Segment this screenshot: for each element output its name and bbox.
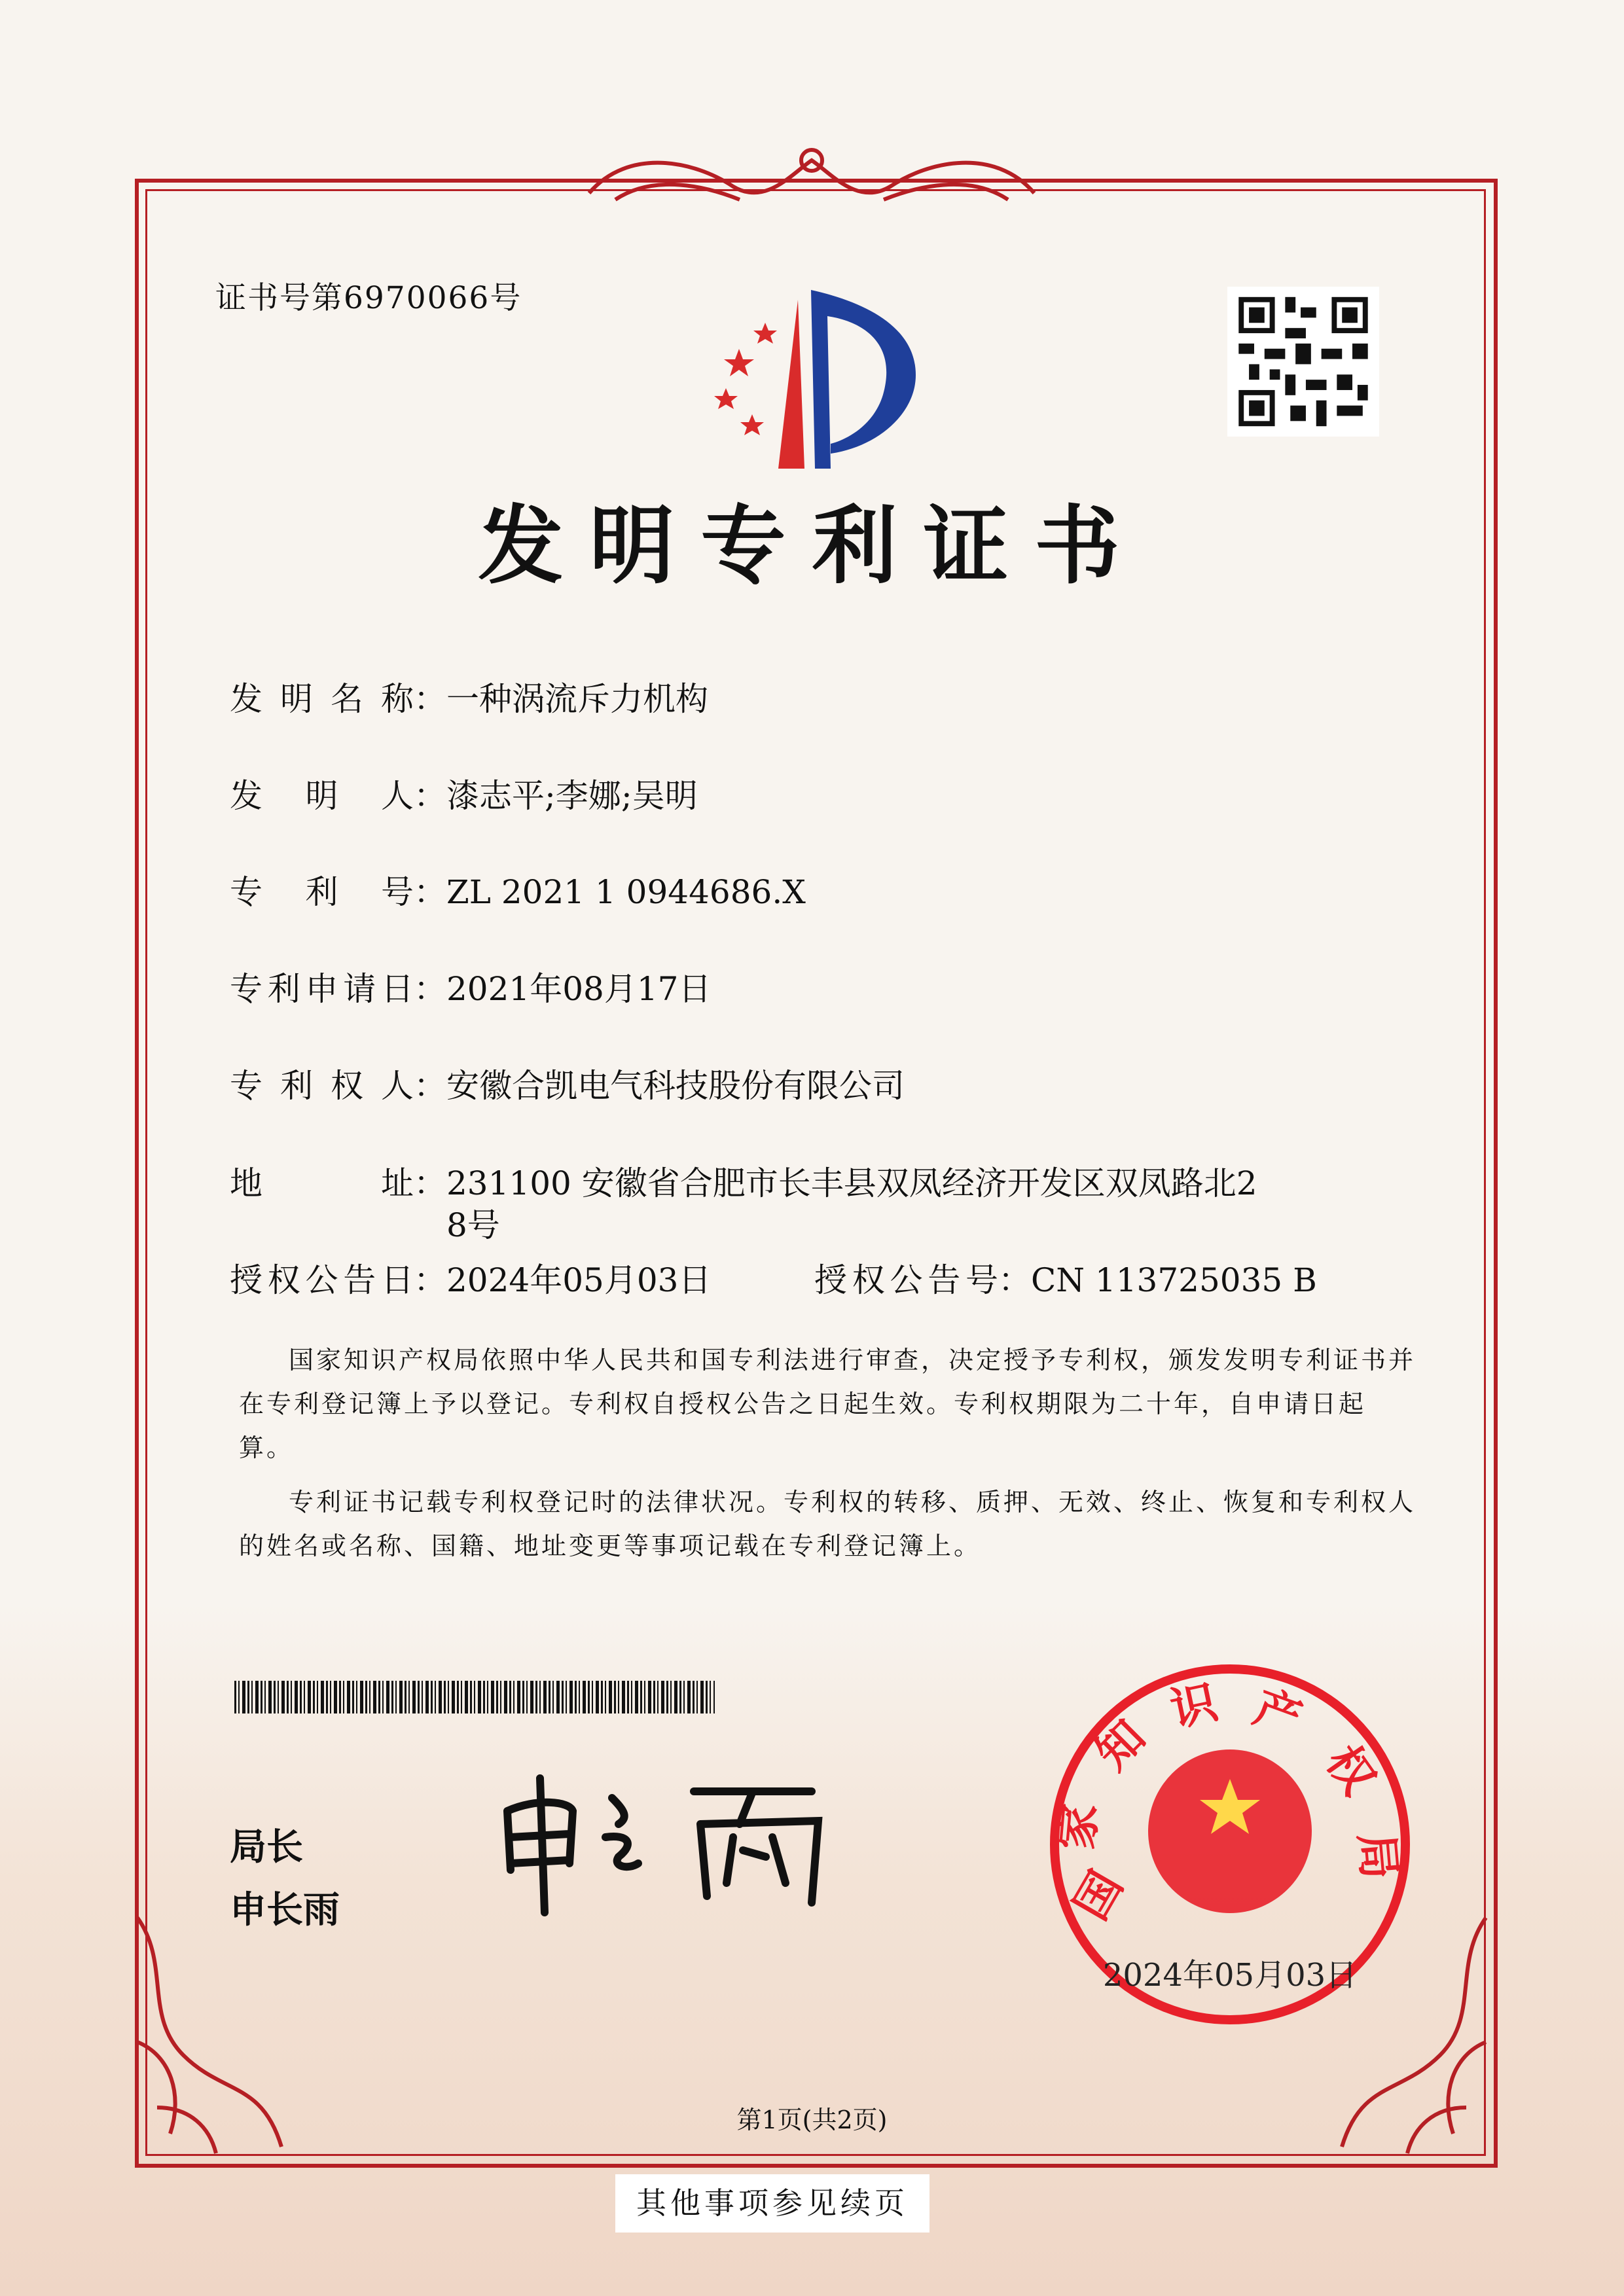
field-label: 专利申请日	[230, 970, 414, 1008]
qr-code	[1227, 287, 1379, 437]
field-colon	[414, 678, 446, 720]
field-value: 一种涡流斥力机构	[446, 680, 708, 718]
field-colon	[414, 1065, 446, 1107]
field-value: 2024年05月03日	[446, 1261, 712, 1299]
page-indicator: 第1页(共2页)	[736, 2106, 888, 2134]
svg-text:识: 识	[1166, 1675, 1222, 1737]
signatory-name: 申长雨	[230, 1889, 340, 1931]
svg-text:产: 产	[1247, 1679, 1309, 1746]
certificate-number: 证书号第6970066号	[215, 280, 522, 316]
field-colon	[414, 871, 446, 913]
field-label: 授权公告日	[230, 1261, 414, 1299]
field-value: ZL 2021 1 0944686.X	[446, 873, 806, 911]
field-label: 专利权人	[230, 1067, 414, 1105]
field-inventors	[230, 775, 698, 817]
field-colon	[414, 775, 446, 817]
field-label: 授权公告号	[814, 1261, 998, 1299]
field-value: 漆志平;李娜;吴明	[446, 777, 698, 815]
field-application-date	[230, 968, 712, 1010]
ornament-top	[576, 134, 1047, 219]
handwritten-signature	[497, 1772, 835, 1918]
svg-text:局: 局	[1349, 1831, 1407, 1882]
field-invention-name	[230, 678, 708, 720]
field-grant-number	[814, 1259, 1317, 1301]
barcode	[234, 1681, 715, 1713]
seal-date: 2024年05月03日	[1102, 1957, 1358, 1994]
field-colon	[414, 1259, 446, 1301]
signatory-title: 局长	[230, 1826, 303, 1869]
field-value: 2021年08月17日	[446, 970, 712, 1008]
field-label: 地址	[230, 1164, 414, 1202]
statement-paragraph: 专利证书记载专利权登记时的法律状况。专利权的转移、质押、无效、终止、恢复和专利权人的姓名或名称、国籍、地址变更等事项记载在专利登记簿上。	[239, 1488, 1416, 1560]
field-colon	[414, 1162, 446, 1246]
field-patentee	[230, 1065, 905, 1107]
field-label: 发明人	[230, 777, 414, 815]
svg-text:权: 权	[1315, 1736, 1386, 1804]
field-value: CN 113725035 B	[1031, 1261, 1317, 1299]
field-colon	[414, 968, 446, 1010]
continuation-note: 其他事项参见续页	[615, 2174, 929, 2233]
field-label: 专利号	[230, 873, 414, 911]
statement-paragraph: 国家知识产权局依照中华人民共和国专利法进行审查，决定授予专利权，颁发发明专利证书并在专利登记簿上予以登记。专利权自授权公告之日起生效。专利权期限为二十年，自申请日起算。	[239, 1346, 1416, 1462]
field-patent-number	[230, 871, 806, 913]
certificate-title: 发明专利证书	[478, 496, 1146, 596]
field-value: 安徽合凯电气科技股份有限公司	[446, 1067, 905, 1105]
field-value: 231100 安徽省合肥市长丰县双凤经济开发区双凤路北2 8号	[446, 1164, 1257, 1244]
field-label: 发明名称	[230, 680, 414, 718]
field-address	[230, 1162, 1257, 1246]
cnipa-logo	[700, 290, 929, 469]
svg-text:家: 家	[1049, 1801, 1107, 1852]
svg-text:知: 知	[1085, 1710, 1156, 1780]
field-colon	[998, 1259, 1031, 1301]
field-grant-date	[230, 1259, 712, 1301]
svg-text:国: 国	[1064, 1862, 1134, 1929]
